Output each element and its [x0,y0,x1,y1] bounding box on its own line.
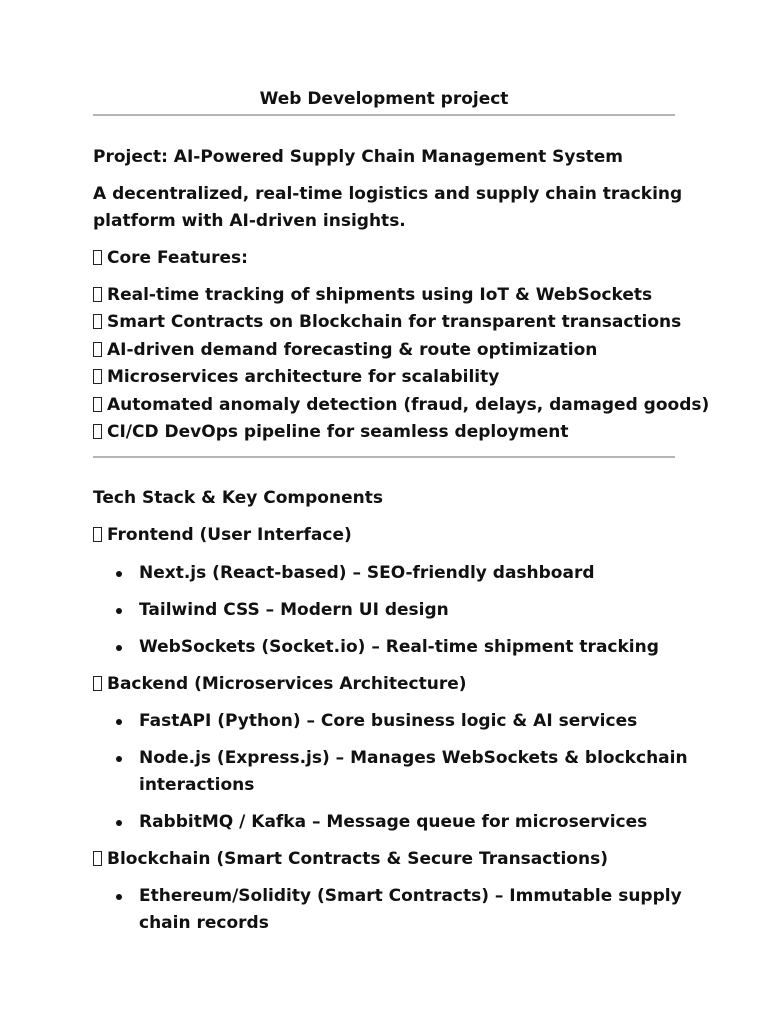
section-divider [93,456,675,458]
bullet-icon [116,756,122,762]
bullet-icon [116,719,122,725]
frontend-item: WebSockets (Socket.io) – Real-time shipment tracking [139,637,659,657]
backend-item-continued: interactions [139,775,255,795]
bullet-icon [116,645,122,651]
feature-item: AI-driven demand forecasting & route optimization [93,339,597,361]
missing-glyph-icon [93,527,102,542]
feature-item: Microservices architecture for scalability [93,366,499,388]
frontend-heading: Frontend (User Interface) [93,524,352,546]
missing-glyph-icon [93,250,102,265]
missing-glyph-icon [93,369,102,384]
frontend-item: Tailwind CSS – Modern UI design [139,600,449,620]
title-divider [93,114,675,116]
missing-glyph-icon [93,851,102,866]
backend-heading: Backend (Microservices Architecture) [93,673,467,695]
missing-glyph-icon [93,424,102,439]
document-title: Web Development project [259,89,509,109]
blockchain-item-continued: chain records [139,913,269,933]
bullet-icon [116,894,122,900]
backend-item: FastAPI (Python) – Core business logic & AI services [139,711,638,731]
description-line-2: platform with AI-driven insights. [93,211,406,231]
missing-glyph-icon [93,314,102,329]
core-features-heading: Core Features: [93,247,248,269]
bullet-icon [116,571,122,577]
feature-item: Automated anomaly detection (fraud, delays, damaged goods) [93,394,709,416]
tech-stack-heading: Tech Stack & Key Components [93,488,383,508]
frontend-item: Next.js (React-based) – SEO-friendly dashboard [139,563,595,583]
bullet-icon [116,608,122,614]
backend-item: RabbitMQ / Kafka – Message queue for microservices [139,812,648,832]
missing-glyph-icon [93,397,102,412]
feature-item: Smart Contracts on Blockchain for transparent transactions [93,311,681,333]
missing-glyph-icon [93,287,102,302]
project-title: Project: AI-Powered Supply Chain Management System [93,147,623,167]
blockchain-heading: Blockchain (Smart Contracts & Secure Transactions) [93,848,608,870]
missing-glyph-icon [93,342,102,357]
backend-item: Node.js (Express.js) – Manages WebSockets & blockchain [139,748,688,768]
blockchain-item: Ethereum/Solidity (Smart Contracts) – Immutable supply [139,886,682,906]
feature-item: CI/CD DevOps pipeline for seamless deployment [93,421,568,443]
bullet-icon [116,820,122,826]
feature-item: Real-time tracking of shipments using IoT & WebSockets [93,284,652,306]
description-line-1: A decentralized, real-time logistics and supply chain tracking [93,184,683,204]
missing-glyph-icon [93,676,102,691]
